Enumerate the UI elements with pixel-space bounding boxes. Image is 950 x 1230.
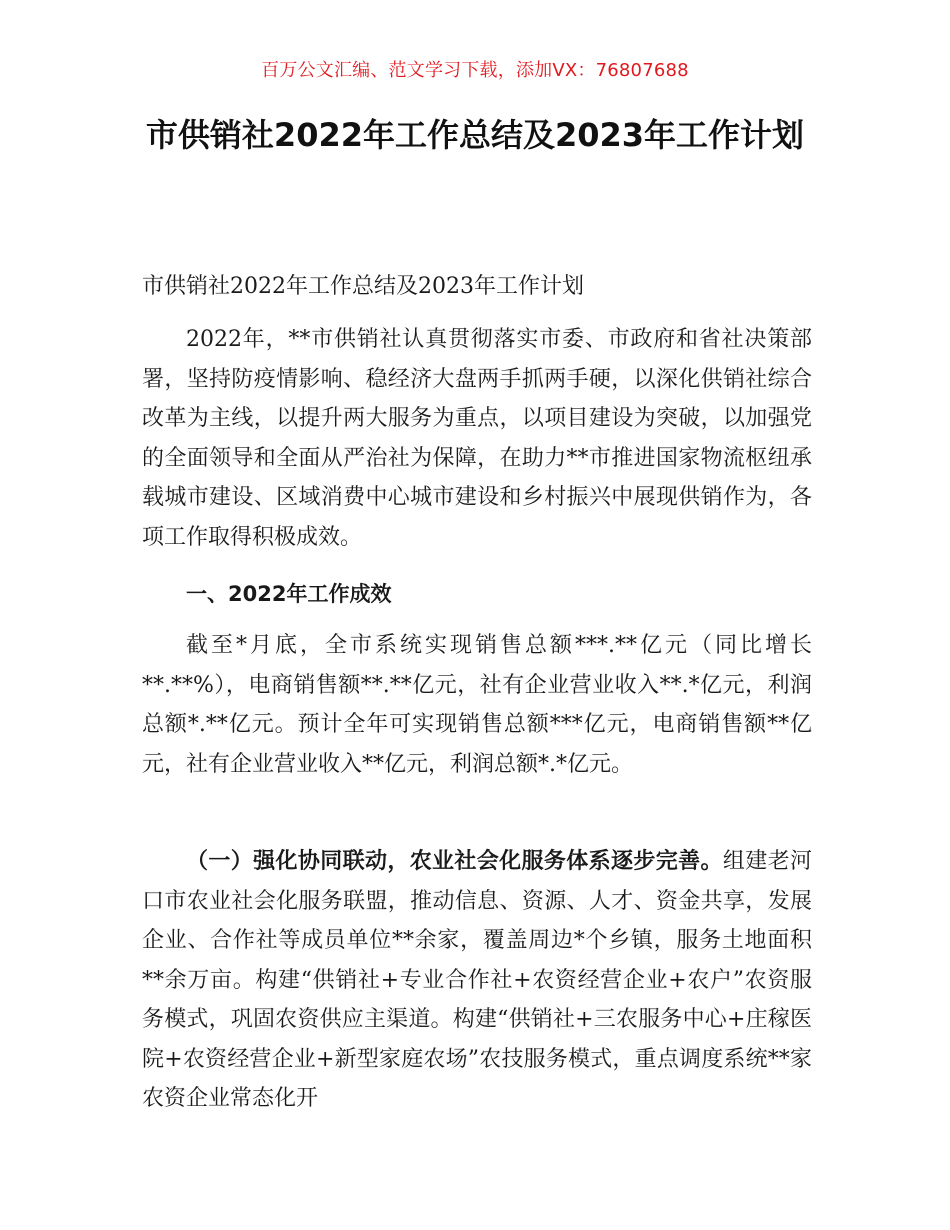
- intro-paragraph: 2022年，**市供销社认真贯彻落实市委、市政府和省社决策部署，坚持防疫情影响、稳经济大盘两手抓两手硬，以深化供销社综合改革为主线，以提升两大服务为重点，以项目建设为突破，以加强党的全面领导和全面从严治社为保障，在助力**市推进国家物流枢纽承载城市建设、区域消费中心城市建设和乡村振兴中展现供销作为，各项工作取得积极成效。: [142, 327, 812, 550]
- section1-paragraph: 截至*月底，全市系统实现销售总额***.**亿元（同比增长**.**%），电商销售额**.**亿元，社有企业营业收入**.*亿元，利润总额*.**亿元。预计全年可实现销售总额***亿元，电商销售额**亿元，社有企业营业收入**亿元，利润总额*.*亿元。: [142, 633, 812, 777]
- section-heading-achievements: 一、2022年工作成效: [186, 582, 392, 606]
- watermark-text: 百万公文汇编、范文学习下载，添加VX：76807688: [261, 60, 689, 81]
- subsection1-paragraph: [142, 842, 812, 1119]
- subsection1-text: 组建老河口市农业社会化服务联盟，推动信息、资源、人才、资金共享，发展企业、合作社等成员单位**余家，覆盖周边*个乡镇，服务土地面积**余万亩。构建“供销社+专业合作社+农资经营企业+农户”农资服务模式，巩固农资供应主渠道。构建“供销社+三农服务中心+庄稼医院+农资经营企业+新型家庭农场”农技服务模式，重点调度系统**家农资企业常态化开: [142, 849, 812, 1111]
- document-subtitle: 市供销社2022年工作总结及2023年工作计划: [142, 274, 584, 299]
- subsection1-lead: （一）强化协同联动，农业社会化服务体系逐步完善。: [186, 849, 723, 874]
- document-title: 市供销社2022年工作总结及2023年工作计划: [145, 116, 805, 154]
